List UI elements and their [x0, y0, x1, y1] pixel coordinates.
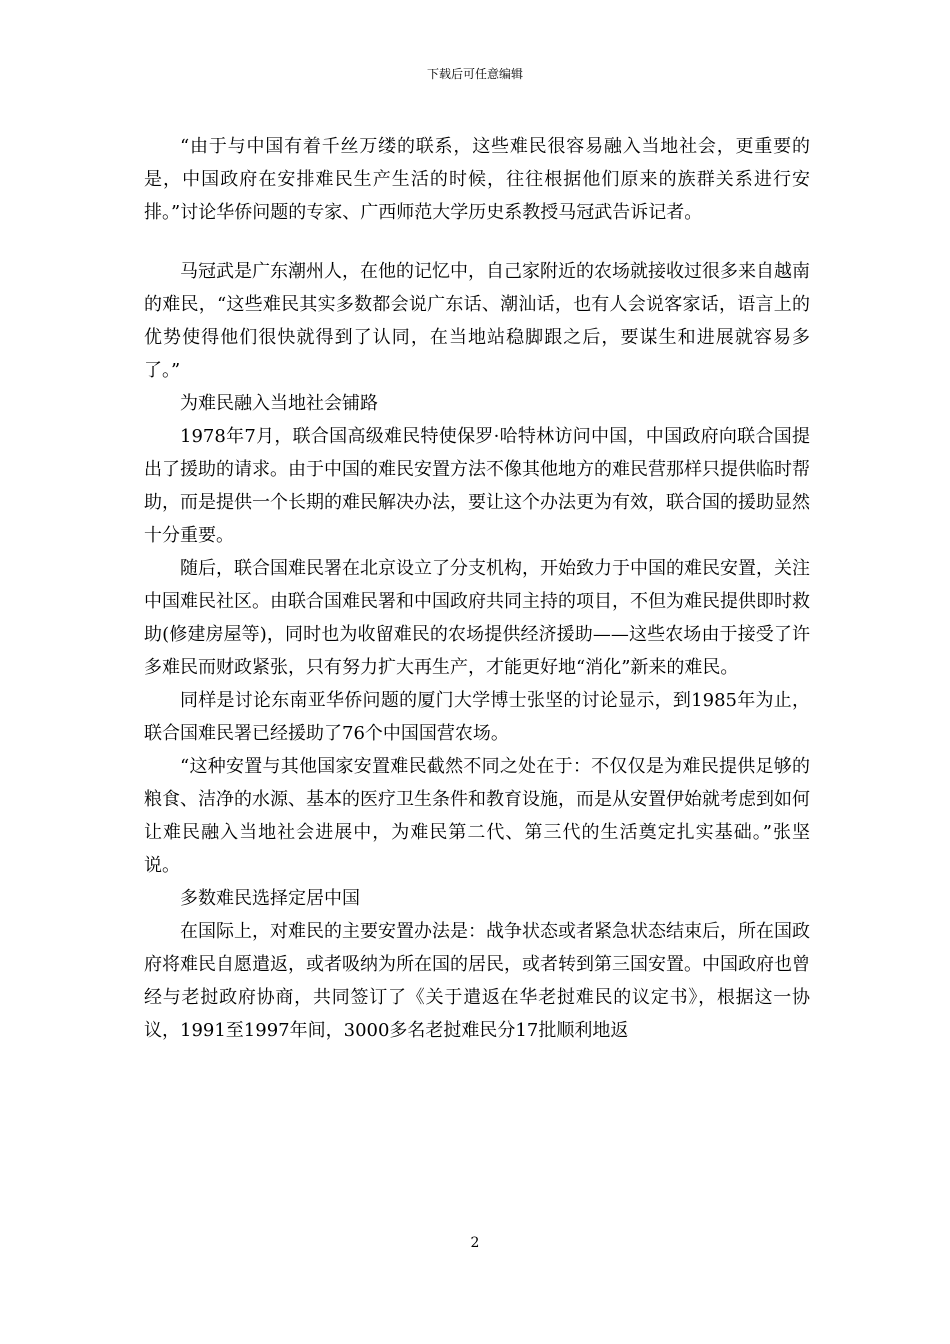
paragraph-zhang-research: 同样是讨论东南亚华侨问题的厦门大学博士张坚的讨论显示，到1985年为止，联合国难民署已经援助了76个中国国营农场。 [144, 690, 810, 744]
section-heading-integration: 为难民融入当地社会铺路 [180, 393, 378, 414]
paragraph-ma-background: 马冠武是广东潮州人，在他的记忆中，自己家附近的农场就接收过很多来自越南的难民，“这些难民其实多数都会说广东话、潮汕话，也有人会说客家话，语言上的优势使得他们很快就得到了认同，在当地站稳脚跟之后，要谋生和进展就容易多了。” [144, 261, 810, 381]
document-body [144, 130, 810, 1047]
paragraph-quote-ma: “由于与中国有着千丝万缕的联系，这些难民很容易融入当地社会，更重要的是，中国政府在安排难民生产生活的时候，往往根据他们原来的族群关系进行安排。”讨论华侨问题的专家、广西师范大学历史系教授马冠武告诉记者。 [144, 136, 810, 223]
paragraph-unhcr-beijing: 随后，联合国难民署在北京设立了分支机构，开始致力于中国的难民安置，关注中国难民社区。由联合国难民署和中国政府共同主持的项目，不但为难民提供即时救助(修建房屋等)，同时也为收留难民的农场提供经济援助——这些农场由于接受了许多难民而财政紧张，只有努力扩大再生产，才能更好地“消化”新来的难民。 [144, 558, 810, 678]
section-heading-settle: 多数难民选择定居中国 [180, 888, 360, 909]
paragraph-quote-zhang: “这种安置与其他国家安置难民截然不同之处在于：不仅仅是为难民提供足够的粮食、洁净的水源、基本的医疗卫生条件和教育设施，而是从安置伊始就考虑到如何让难民融入当地社会进展中，为难民第二代、第三代的生活奠定扎实基础。”张坚说。 [144, 756, 810, 876]
page-number: 2 [470, 1235, 480, 1251]
page-header: 下载后可任意编辑 [426, 67, 523, 81]
paragraph-1978-visit: 1978年7月，联合国高级难民特使保罗·哈特林访问中国，中国政府向联合国提出了援助的请求。由于中国的难民安置方法不像其他地方的难民营那样只提供临时帮助，而是提供一个长期的难民解决办法，要让这个办法更为有效，联合国的援助显然十分重要。 [144, 426, 810, 546]
paragraph-international: 在国际上，对难民的主要安置办法是：战争状态或者紧急状态结束后，所在国政府将难民自愿遣返，或者吸纳为所在国的居民，或者转到第三国安置。中国政府也曾经与老挝政府协商，共同签订了《关于遣返在华老挝难民的议定书》，根据这一协议，1991至1997年间，3000多名老挝难民分17批顺利地返 [144, 921, 810, 1041]
